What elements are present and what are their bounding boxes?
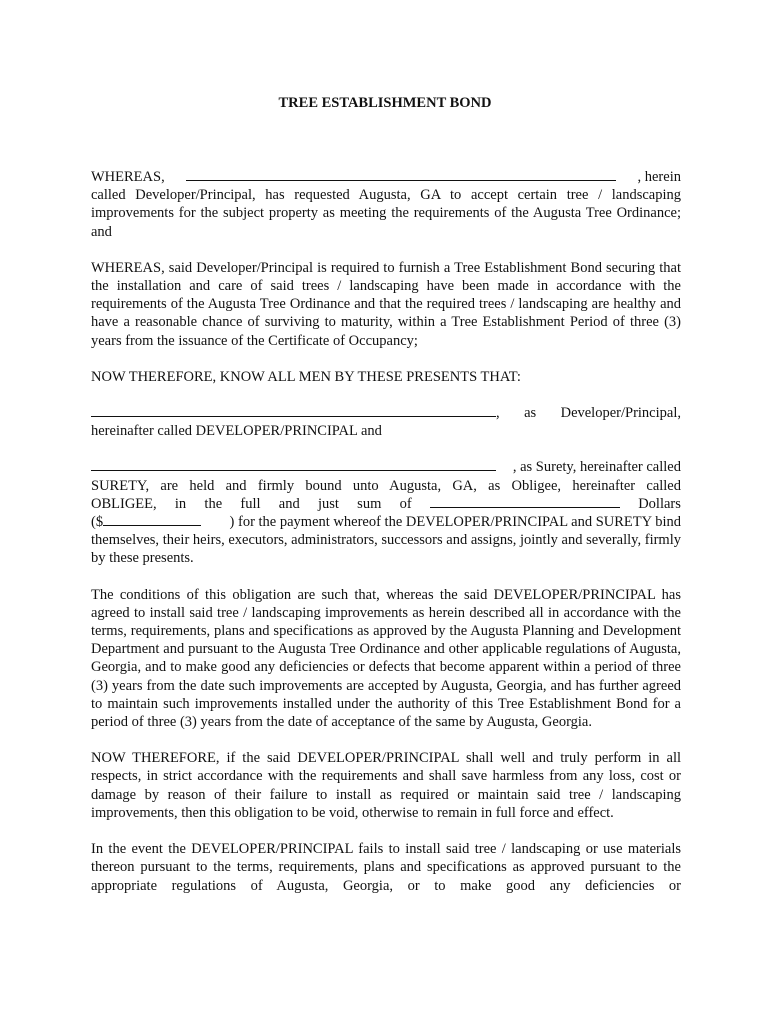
paragraph-whereas-developer [91,168,681,241]
paragraph-conditions: The conditions of this obligation are such that, whereas the said DEVELOPER/PRINCIPAL has agreed to install said tree / landscaping improvements as herein described all in accordance with the terms, requirements, plans and specifications as approved by the Augusta Planning and Development Department and pursuant to the Augusta Tree Ordinance and other applicable regulations of Augusta, Georgia, and to make good any deficiencies or defects that become apparent within a period of three (3) years from the date such improvements are accepted by Augusta, Georgia, and has further agreed to maintain such improvements installed under the authority of this Tree Establishment Bond for a period of three (3) years from the date of acceptance of the same by Augusta, Georgia. [91,586,681,731]
paragraph-developer-principal [91,404,681,440]
whereas-lead: WHEREAS, [91,169,165,185]
developer-principal-blank[interactable] [91,404,496,417]
developer-principal-label: Developer/Principal, [560,405,681,422]
document-title: TREE ESTABLISHMENT BOND [278,95,492,111]
paragraph-now-therefore-know: NOW THEREFORE, KNOW ALL MEN BY THESE PRESENTS THAT: [91,368,521,385]
amount-words-blank[interactable] [430,495,620,508]
paragraph-whereas-bond: WHEREAS, said Developer/Principal is required to furnish a Tree Establishment Bond securing that the installation and care of said trees / landscaping have been made in accordance with the requirements of the Augusta Tree Ordinance and that the required trees / landscaping are healthy and have a reasonable chance of surviving to maturity, within a Tree Establishment Period of three (3) years from the issuance of the Certificate of Occupancy; [91,259,681,349]
surety-line-2: SURETY, are held and firmly bound unto Augusta, GA, as Obligee, hereinafter called [91,477,681,494]
comma: , [496,405,500,422]
herein-tail: , herein [637,169,681,185]
amount-dollars-blank[interactable] [103,513,201,526]
surety-tail: , as Surety, hereinafter called [512,459,681,476]
paragraph-text: themselves, their heirs, executors, administrators, successors and assigns, jointly and severally, firmly by these presents. [91,532,681,567]
document-body [91,168,681,913]
paragraph-surety: , as Surety, hereinafter called SURETY, are held and firmly bound unto Augusta, GA, as Obligee, hereinafter called OBLIGEE, in the full and just sum of Dollars ($ ) for the payment whereof the DEVELOPER/PRINCIPAL and SURETY bind themselves, their heirs, executors, administrators, successors and assigns, jointly and severally, firmly by these presents. [91,459,681,567]
developer-name-blank[interactable] [186,168,616,181]
surety-name-blank[interactable] [91,458,496,471]
paragraph-in-the-event: In the event the DEVELOPER/PRINCIPAL fails to install said tree / landscaping or use materials thereon pursuant to the terms, requirements, plans and specifications as approved pursuant to the appropriate regulations of Augusta, Georgia, or to make good any deficiencies or [91,841,681,894]
paragraph-now-therefore-perform: NOW THEREFORE, if the said DEVELOPER/PRINCIPAL shall well and truly perform in all respects, in strict accordance with the requirements and shall save harmless from any loss, cost or damage by reason of their failure to install as required or maintain said tree / landscaping improvements, then this obligation to be void, otherwise to remain in full force and effect. [91,750,681,821]
paragraph-text: called Developer/Principal, has requested Augusta, GA to accept certain tree / landscaping improvements for the subject property as meeting the requirements of the Augusta Tree Ordinance; and [91,187,681,240]
paragraph-text: hereinafter called DEVELOPER/PRINCIPAL and [91,423,382,440]
as-word: as [524,405,537,422]
